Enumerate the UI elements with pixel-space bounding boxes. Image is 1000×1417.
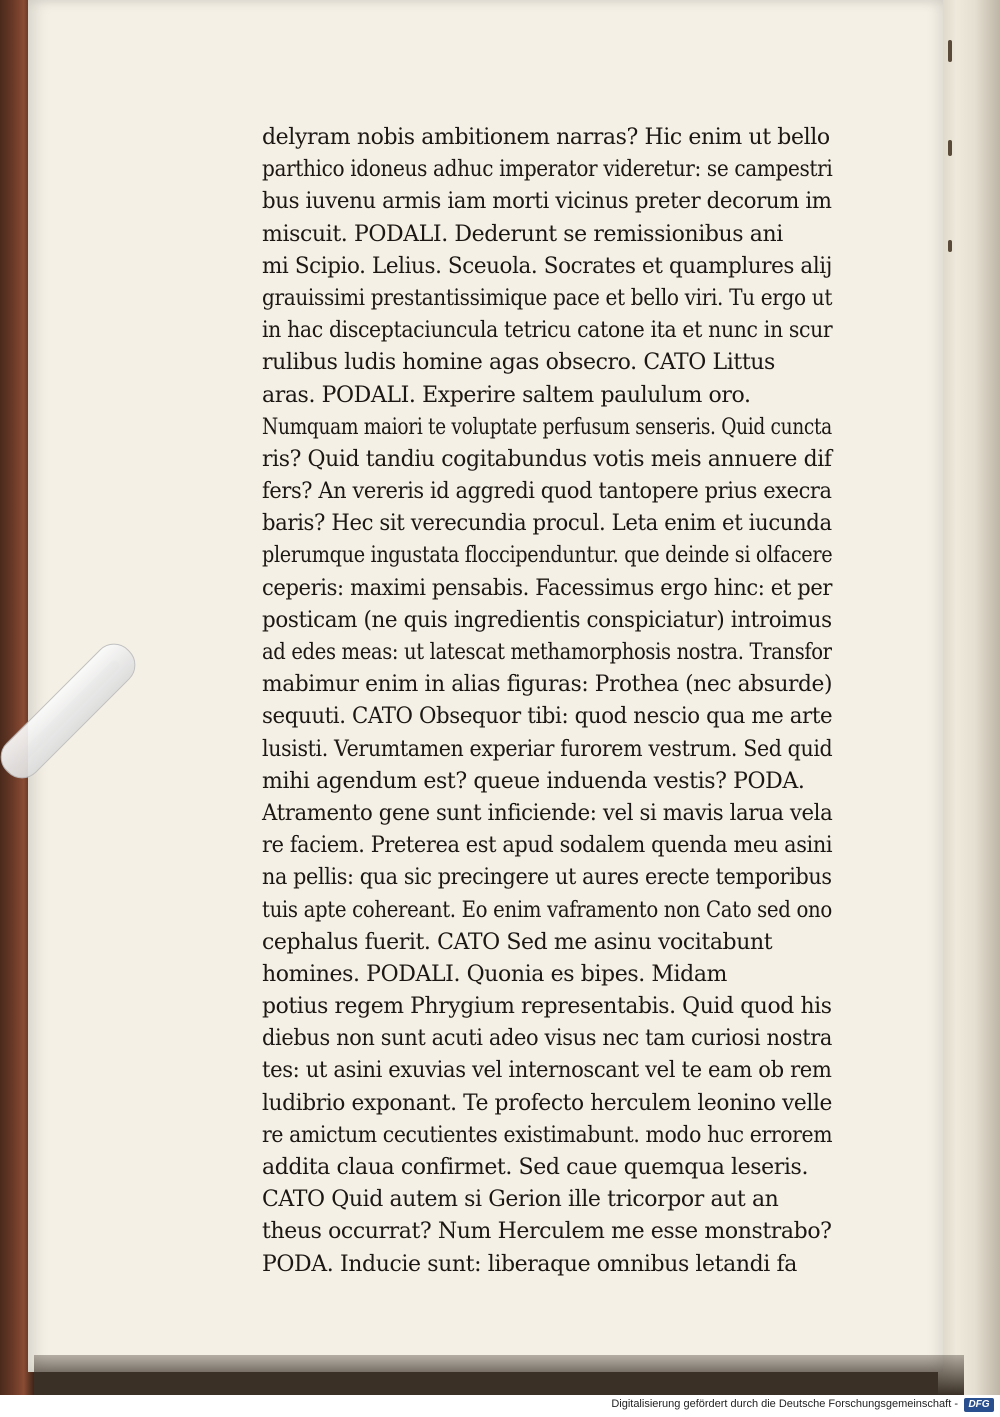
- text-line: PODA. Inducie sunt: liberaque omnibus letandi fa: [262, 1251, 797, 1277]
- dfg-logo: DFG: [964, 1398, 994, 1412]
- text-line: fers? An vereris id aggredi quod tantopere prius execra: [262, 479, 832, 505]
- text-line: parthico idoneus adhuc imperator videretur: se campestri: [262, 157, 833, 183]
- page-bottom-shadow: [34, 1355, 964, 1395]
- text-line: CATO Quid autem si Gerion ille tricorpor aut an: [262, 1187, 779, 1213]
- text-line: ludibrio exponant. Te profecto herculem leonino velle: [262, 1090, 832, 1116]
- text-line: tuis apte cohereant. Eo enim vaframento non Cato sed ono: [262, 897, 832, 923]
- text-line: lusisti. Verumtamen experiar furorem vestrum. Sed quid: [262, 736, 833, 762]
- text-line: homines. PODALI. Quonia es bipes. Midam: [262, 961, 728, 987]
- text-line: cephalus fuerit. CATO Sed me asinu vocitabunt: [262, 929, 773, 955]
- margin-mark: [948, 240, 952, 252]
- margin-mark: [948, 40, 952, 62]
- text-line: mabimur enim in alias figuras: Prothea (nec absurde): [262, 672, 833, 698]
- text-line: baris? Hec sit verecundia procul. Leta enim et iucunda: [262, 511, 832, 537]
- text-line: na pellis: qua sic precingere ut aures erecte temporibus: [262, 865, 832, 891]
- text-line: delyram nobis ambitionem narras? Hic enim ut bello: [262, 125, 830, 150]
- footer-bar: [0, 1395, 1000, 1417]
- text-line: theus occurrat? Num Herculem me esse monstrabo?: [262, 1219, 832, 1245]
- text-line: tes: ut asini exuvias vel internoscant vel te eam ob rem: [262, 1058, 832, 1084]
- text-line: potius regem Phrygium representabis. Quid quod his: [262, 994, 832, 1020]
- text-line: miscuit. PODALI. Dederunt se remissionibus ani: [262, 221, 783, 247]
- text-line: sequuti. CATO Obsequor tibi: quod nescio qua me arte: [262, 704, 833, 730]
- text-line: re amictum cecutientes existimabunt. modo huc errorem: [262, 1122, 833, 1148]
- text-line: re faciem. Preterea est apud sodalem quenda meu asini: [262, 833, 833, 859]
- text-line: Numquam maiori te voluptate perfusum senseris. Quid cuncta: [262, 414, 832, 440]
- text-block: [262, 122, 832, 1281]
- text-line: addita claua confirmet. Sed caue quemqua leseris.: [262, 1155, 809, 1180]
- text-line: ceperis: maximi pensabis. Facessimus ergo hinc: et per: [262, 575, 833, 601]
- text-line: in hac disceptaciuncula tetricu catone ita et nunc in scur: [262, 318, 833, 344]
- text-line: Atramento gene sunt inficiende: vel si mavis larua vela: [262, 800, 833, 826]
- text-line: aras. PODALI. Experire saltem paululum oro.: [262, 382, 751, 408]
- text-line: mi Scipio. Lelius. Sceuola. Socrates et quamplures alij: [262, 253, 833, 279]
- text-line: bus iuvenu armis iam morti vicinus preter decorum im: [262, 189, 832, 215]
- footer-credit: Digitalisierung gefördert durch die Deutsche Forschungsgemeinschaft -: [611, 1398, 958, 1410]
- text-line: ad edes meas: ut latescat methamorphosis nostra. Transfor: [262, 640, 832, 665]
- page-stack-edge: [938, 0, 1000, 1395]
- text-line: plerumque ingustata floccipenduntur. que deinde si olfacere: [262, 543, 833, 569]
- text-line: diebus non sunt acuti adeo visus nec tam curiosi nostra: [262, 1026, 832, 1052]
- text-line: grauissimi prestantissimique pace et bello viri. Tu ergo ut: [262, 285, 833, 311]
- text-line: ris? Quid tandiu cogitabundus votis meis annuere dif: [262, 446, 832, 472]
- text-line: rulibus ludis homine agas obsecro. CATO Littus: [262, 350, 775, 376]
- text-line: posticam (ne quis ingredientis conspiciatur) introimus: [262, 607, 832, 633]
- text-line: mihi agendum est? queue induenda vestis? PODA.: [262, 768, 805, 794]
- margin-mark: [948, 140, 952, 156]
